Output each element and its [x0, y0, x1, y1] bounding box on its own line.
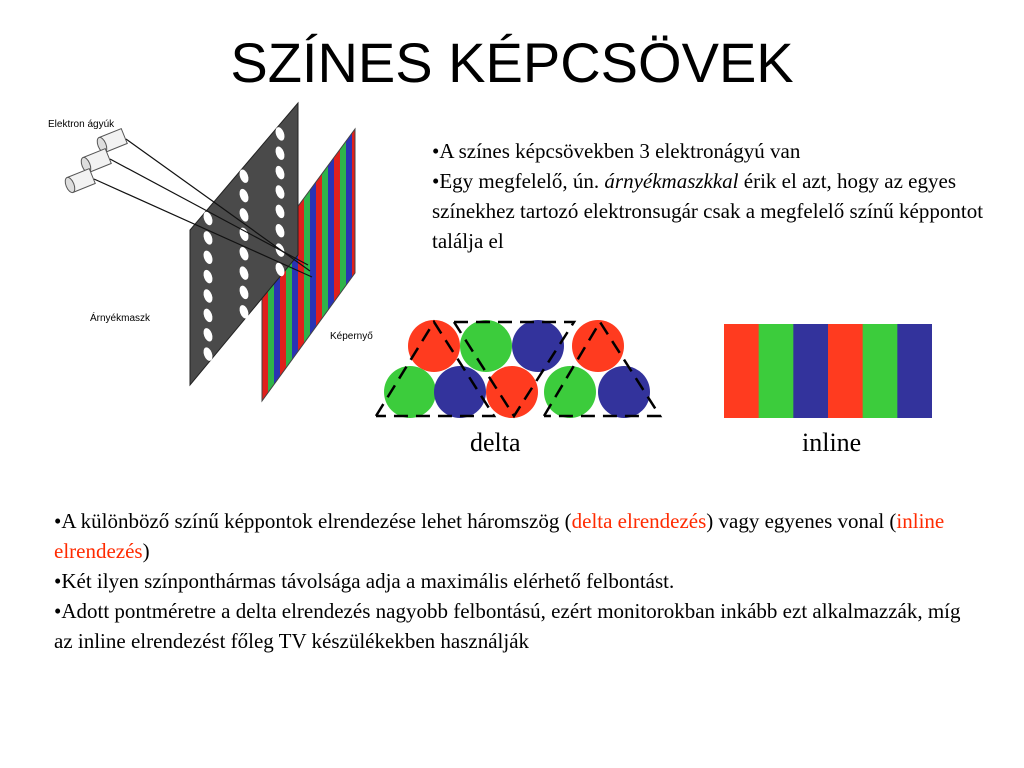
- inline-arrangement: [724, 324, 932, 418]
- highlight-inline: inline elrendezés: [54, 509, 945, 563]
- electron-guns: [63, 129, 127, 194]
- screen-stripe: [298, 95, 304, 415]
- bullet-text: ): [142, 539, 150, 563]
- bullet-text: •Egy megfelelő, ún.: [432, 169, 605, 193]
- phosphor-dot: [512, 320, 564, 372]
- bullet-arrangement: [54, 506, 974, 566]
- caption-inline: inline: [802, 428, 862, 457]
- crt-illustration: [40, 95, 370, 415]
- phosphor-dot: [434, 366, 486, 418]
- screen-stripe: [322, 95, 328, 415]
- inline-stripe: [828, 324, 863, 418]
- bullet-resolution: •Két ilyen színponthármas távolsága adja a maximális elérhető felbontást.: [54, 569, 675, 593]
- highlight-delta: delta elrendezés: [571, 509, 707, 533]
- phosphor-dot: [460, 320, 512, 372]
- bullet-text: ) vagy egyenes vonal (: [706, 509, 897, 533]
- top-bullets: [432, 136, 992, 256]
- inline-stripe: [863, 324, 898, 418]
- inline-stripe: [759, 324, 794, 418]
- bullet-shadow-mask: [432, 166, 992, 256]
- inline-stripe: [724, 324, 759, 418]
- delta-illustration: [372, 318, 668, 424]
- screen-stripe: [334, 95, 340, 415]
- screen-stripe: [304, 95, 310, 415]
- label-electron-guns: Elektron ágyúk: [48, 119, 115, 130]
- screen-stripe: [346, 95, 352, 415]
- crt-diagram: [40, 95, 373, 415]
- bullet-three-guns: •A színes képcsövekben 3 elektronágyú van: [432, 139, 801, 163]
- phosphor-dot: [598, 366, 650, 418]
- inline-illustration: [724, 324, 932, 418]
- label-screen: Képernyő: [330, 331, 373, 342]
- bullet-text: •A különböző színű képpontok elrendezése lehet háromszög (: [54, 509, 572, 533]
- bullet-usage: •Adott pontméretre a delta elrendezés nagyobb felbontású, ezért monitorokban inkább ezt alkalmazzák, míg az inline elrendezést főleg TV készülékekben használják: [54, 599, 961, 653]
- bullet-text: érik el azt, hogy az egyes színekhez tartozó elektronsugár csak a megfelelő színű képpontot találja el: [432, 169, 984, 253]
- screen-stripe: [316, 95, 322, 415]
- caption-delta: delta: [470, 428, 521, 457]
- bullet-italic-term: árnyékmaszkkal: [604, 169, 739, 193]
- delta-arrangement: [372, 318, 668, 424]
- screen-stripe: [310, 95, 316, 415]
- bottom-bullets: [54, 506, 974, 656]
- label-shadow-mask: Árnyékmaszk: [90, 313, 151, 324]
- screen-stripe: [328, 95, 334, 415]
- inline-stripe: [897, 324, 932, 418]
- phosphor-dot: [408, 320, 460, 372]
- inline-stripe: [793, 324, 828, 418]
- slide-title: SZÍNES KÉPCSÖVEK: [230, 31, 794, 94]
